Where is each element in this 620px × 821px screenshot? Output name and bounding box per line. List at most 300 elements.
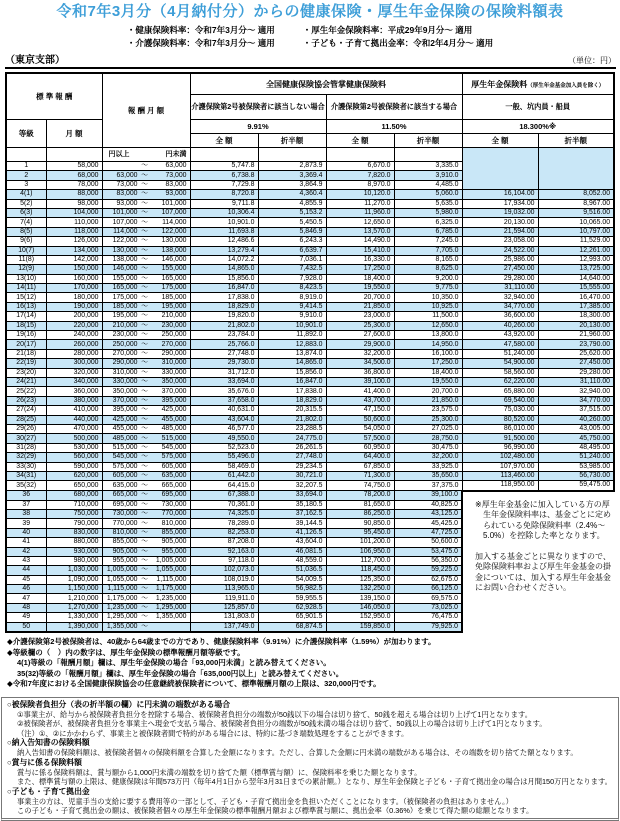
cell-monthly: 340,000 bbox=[46, 377, 102, 386]
cell-care-half: 14,950.0 bbox=[394, 340, 462, 349]
footnote-line: 4(1)等級の「報酬月額」欄は、厚生年金保険の場合「93,000円未満」と読み替えてください。 bbox=[17, 658, 331, 668]
cell-pension-full: 16,104.00 bbox=[462, 190, 538, 199]
table-row bbox=[6, 218, 614, 227]
cell-care-half: 50,600.0 bbox=[394, 538, 462, 547]
header-with-care-rate: 11.50% bbox=[326, 120, 462, 134]
cell-range: 635,000 ～ 665,000 bbox=[102, 481, 190, 491]
cell-health-full: 125,857.0 bbox=[190, 603, 258, 612]
cell-health-half: 24,775.0 bbox=[258, 434, 326, 443]
cell-monthly: 830,000 bbox=[46, 528, 102, 537]
cell-grade: 18(15) bbox=[6, 321, 46, 330]
cell-pension-half: 43,005.00 bbox=[538, 424, 614, 433]
cell-monthly: 470,000 bbox=[46, 424, 102, 433]
cell-care-half: 10,925.0 bbox=[394, 302, 462, 311]
cell-grade: 35(32) bbox=[6, 481, 46, 491]
cell-grade: 43 bbox=[6, 556, 46, 565]
cell-pension-full: 96,990.00 bbox=[462, 443, 538, 452]
cell-care-full: 159,850.0 bbox=[326, 622, 394, 632]
cell-care-half: 23,575.0 bbox=[394, 406, 462, 415]
cell-care-full: 16,330.0 bbox=[326, 255, 394, 264]
cell-grade: 23(20) bbox=[6, 368, 46, 377]
cell-health-half: 17,838.0 bbox=[258, 387, 326, 396]
cell-health-half: 39,144.5 bbox=[258, 519, 326, 528]
cell-care-full: 86,250.0 bbox=[326, 509, 394, 518]
cell-health-full: 25,766.0 bbox=[190, 340, 258, 349]
cell-care-full: 112,700.0 bbox=[326, 556, 394, 565]
cell-pension-half: 21,960.00 bbox=[538, 331, 614, 340]
cell-pension-full: 58,560.00 bbox=[462, 368, 538, 377]
section-line: また、標準賞与額の上限は、健康保険は年間573万円（毎年4月1日から翌年3月31日までの累計額。）となり、厚生年金保険と子ども・子育て拠出金の場合は月間150万円となります。 bbox=[17, 777, 612, 787]
cell-health-half: 41,126.5 bbox=[258, 528, 326, 537]
cell-care-half: 20,700.0 bbox=[394, 387, 462, 396]
cell-health-half: 59,955.5 bbox=[258, 594, 326, 603]
cell-health-half: 14,865.0 bbox=[258, 359, 326, 368]
cell-grade: 31(28) bbox=[6, 443, 46, 452]
cell-health-half: 33,694.0 bbox=[258, 491, 326, 500]
cell-grade: 24(21) bbox=[6, 377, 46, 386]
cell-health-half: 6,639.7 bbox=[258, 246, 326, 255]
cell-care-half: 33,925.0 bbox=[394, 462, 462, 471]
cell-pension-full: 102,480.00 bbox=[462, 453, 538, 462]
cell-health-half: 62,928.5 bbox=[258, 603, 326, 612]
cell-grade: 13(10) bbox=[6, 274, 46, 283]
cell-monthly: 1,150,000 bbox=[46, 585, 102, 594]
cell-care-half: 59,225.0 bbox=[394, 566, 462, 575]
cell-range: 695,000 ～ 730,000 bbox=[102, 500, 190, 509]
cell-monthly: 560,000 bbox=[46, 453, 102, 462]
cell-pension-half: 12,261.00 bbox=[538, 246, 614, 255]
cell-care-full: 13,570.0 bbox=[326, 227, 394, 236]
explanation-section bbox=[7, 758, 613, 787]
header-half-1: 折半額 bbox=[258, 134, 326, 148]
section-line: （注）①、②にかかわらず、事業主と被保険者間で特約がある場合には、特約に基づき端数処理をすることができます。 bbox=[17, 728, 409, 738]
cell-grade: 17(14) bbox=[6, 312, 46, 321]
cell-range: 83,000 ～ 93,000 bbox=[102, 190, 190, 199]
cell-care-half: 17,250.0 bbox=[394, 359, 462, 368]
cell-care-full: 132,250.0 bbox=[326, 585, 394, 594]
cell-grade: 48 bbox=[6, 603, 46, 612]
cell-monthly: 1,210,000 bbox=[46, 594, 102, 603]
cell-health-full: 67,388.0 bbox=[190, 491, 258, 500]
cell-care-half: 35,650.0 bbox=[394, 471, 462, 480]
cell-care-half: 19,550.0 bbox=[394, 377, 462, 386]
table-row bbox=[6, 481, 614, 491]
cell-pension-half: 34,770.00 bbox=[538, 396, 614, 405]
cell-monthly: 620,000 bbox=[46, 471, 102, 480]
cell-health-half: 43,604.0 bbox=[258, 538, 326, 547]
cell-pension-half: 29,280.00 bbox=[538, 368, 614, 377]
cell-monthly: 1,090,000 bbox=[46, 575, 102, 584]
cell-monthly: 220,000 bbox=[46, 321, 102, 330]
explanation-section bbox=[7, 738, 613, 758]
cell-range: 515,000 ～ 545,000 bbox=[102, 443, 190, 452]
cell-pension-full: 107,970.00 bbox=[462, 462, 538, 471]
cell-health-full: 97,118.0 bbox=[190, 556, 258, 565]
cell-grade: 9(6) bbox=[6, 237, 46, 246]
cell-health-full: 12,486.6 bbox=[190, 237, 258, 246]
cell-grade: 50 bbox=[6, 622, 46, 632]
cell-care-full: 118,450.0 bbox=[326, 566, 394, 575]
cell-grade: 22(19) bbox=[6, 359, 46, 368]
cell-pension-half: 11,529.00 bbox=[538, 237, 614, 246]
cell-grade: 44 bbox=[6, 566, 46, 575]
cell-care-half: 8,625.0 bbox=[394, 265, 462, 274]
cell-range: 122,000 ～ 130,000 bbox=[102, 237, 190, 246]
cell-grade: 6(3) bbox=[6, 208, 46, 217]
cell-monthly: 110,000 bbox=[46, 218, 102, 227]
table-row bbox=[6, 302, 614, 311]
table-row bbox=[6, 349, 614, 358]
cell-care-full: 41,400.0 bbox=[326, 387, 394, 396]
cell-monthly: 360,000 bbox=[46, 387, 102, 396]
cell-monthly: 440,000 bbox=[46, 415, 102, 424]
cell-pension-half: 45,750.00 bbox=[538, 434, 614, 443]
cell-monthly: 170,000 bbox=[46, 284, 102, 293]
cell-grade: 14(11) bbox=[6, 284, 46, 293]
cell-pension-full: 62,220.00 bbox=[462, 377, 538, 386]
cell-grade: 11(8) bbox=[6, 255, 46, 264]
cell-care-half: 79,925.0 bbox=[394, 622, 462, 632]
cell-pension-full: 36,600.00 bbox=[462, 312, 538, 321]
cell-care-half: 5,635.0 bbox=[394, 199, 462, 208]
cell-health-full: 40,631.0 bbox=[190, 406, 258, 415]
cell-monthly: 126,000 bbox=[46, 237, 102, 246]
cell-care-half: 7,245.0 bbox=[394, 237, 462, 246]
cell-care-half: 11,500.0 bbox=[394, 312, 462, 321]
cell-health-full: 19,820.0 bbox=[190, 312, 258, 321]
cell-care-half: 9,200.0 bbox=[394, 274, 462, 283]
cell-grade: 29(26) bbox=[6, 424, 46, 433]
cell-pension-half: 37,515.00 bbox=[538, 406, 614, 415]
cell-grade: 42 bbox=[6, 547, 46, 556]
cell-monthly: 1,270,000 bbox=[46, 603, 102, 612]
cell-health-full: 92,163.0 bbox=[190, 547, 258, 556]
cell-range: 1,235,000 ～ 1,295,000 bbox=[102, 603, 190, 612]
cell-care-half: 8,165.0 bbox=[394, 255, 462, 264]
page-title: 令和7年3月分（4月納付分）からの健康保険・厚生年金保険の保険料額表 bbox=[56, 3, 564, 20]
cell-range: 330,000 ～ 350,000 bbox=[102, 377, 190, 386]
cell-health-half: 3,864.9 bbox=[258, 180, 326, 189]
cell-monthly: 500,000 bbox=[46, 434, 102, 443]
cell-health-half: 8,919.0 bbox=[258, 293, 326, 302]
footnote-line: ◆介護保険第2号被保険者は、40歳から64歳までの方であり、健康保険料率（9.91%）に介護保険料率（1.59%）が加わります。 bbox=[7, 637, 436, 647]
cell-range: 665,000 ～ 695,000 bbox=[102, 491, 190, 500]
cell-range: 730,000 ～ 770,000 bbox=[102, 509, 190, 518]
cell-care-full: 125,350.0 bbox=[326, 575, 394, 584]
cell-range: 810,000 ～ 855,000 bbox=[102, 528, 190, 537]
cell-grade: 47 bbox=[6, 594, 46, 603]
cell-pension-full: 69,540.00 bbox=[462, 396, 538, 405]
cell-health-full: 70,361.0 bbox=[190, 500, 258, 509]
cell-care-half: 10,350.0 bbox=[394, 293, 462, 302]
cell-monthly: 142,000 bbox=[46, 255, 102, 264]
cell-care-full: 57,500.0 bbox=[326, 434, 394, 443]
cell-health-full: 108,019.0 bbox=[190, 575, 258, 584]
cell-health-half: 15,856.0 bbox=[258, 368, 326, 377]
cell-monthly: 790,000 bbox=[46, 519, 102, 528]
cell-range: 270,000 ～ 290,000 bbox=[102, 349, 190, 358]
cell-grade: 46 bbox=[6, 585, 46, 594]
cell-range: 1,055,000 ～ 1,115,000 bbox=[102, 575, 190, 584]
cell-pension-full: 51,240.00 bbox=[462, 349, 538, 358]
cell-pension-half: 9,516.00 bbox=[538, 208, 614, 217]
section-line: 納入告知書の保険料額は、被保険者個々の保険料額を合算した金額になります。ただし、合算した金額に円未満の端数がある場合は、その端数を切り捨てた額となります。 bbox=[17, 748, 578, 758]
cell-care-half: 25,300.0 bbox=[394, 415, 462, 424]
section-line: ①事業主が、給与から被保険者負担分を控除する場合、被保険者負担分の端数が50銭以下の場合は切り捨て、50銭を超える場合は切り上げて1円となります。 bbox=[17, 709, 532, 719]
cell-health-full bbox=[190, 148, 258, 162]
table-row bbox=[6, 368, 614, 377]
cell-health-half: 7,928.0 bbox=[258, 274, 326, 283]
cell-monthly: 240,000 bbox=[46, 331, 102, 340]
cell-health-full: 46,577.0 bbox=[190, 424, 258, 433]
cell-care-full: 17,250.0 bbox=[326, 265, 394, 274]
cell-care-full: 32,200.0 bbox=[326, 349, 394, 358]
cell-care-full: 50,600.0 bbox=[326, 415, 394, 424]
table-row bbox=[6, 274, 614, 283]
table-row bbox=[6, 396, 614, 405]
cell-range: 1,175,000 ～ 1,235,000 bbox=[102, 594, 190, 603]
cell-health-full: 11,693.8 bbox=[190, 227, 258, 236]
cell-care-half: 16,100.0 bbox=[394, 349, 462, 358]
cell-care-full: 90,850.0 bbox=[326, 519, 394, 528]
cell-pension-half: 10,797.00 bbox=[538, 227, 614, 236]
table-row bbox=[6, 208, 614, 217]
cell-monthly: 680,000 bbox=[46, 491, 102, 500]
cell-grade: 39 bbox=[6, 519, 46, 528]
cell-range: 63,000 ～ 73,000 bbox=[102, 171, 190, 180]
cell-health-half: 3,369.4 bbox=[258, 171, 326, 180]
cell-range: 93,000 ～ 101,000 bbox=[102, 199, 190, 208]
header-pension-rate: 18.300%※ bbox=[462, 120, 614, 134]
cell-monthly: 530,000 bbox=[46, 443, 102, 452]
cell-care-full: 20,700.0 bbox=[326, 293, 394, 302]
cell-range: 210,000 ～ 230,000 bbox=[102, 321, 190, 330]
cell-care-half: 45,425.0 bbox=[394, 519, 462, 528]
cell-care-full: 7,820.0 bbox=[326, 171, 394, 180]
cell-range: 1,355,000 ～ bbox=[102, 622, 190, 632]
table-row bbox=[6, 148, 614, 162]
cell-range: 455,000 ～ 485,000 bbox=[102, 424, 190, 433]
cell-range: 155,000 ～ 165,000 bbox=[102, 274, 190, 283]
section-line: この子ども・子育て拠出金の額は、被保険者個々の厚生年金保険の標準報酬月額および標準賞与額に、拠出金率（0.36%）を乗じて得た額の総額となります。 bbox=[17, 806, 534, 816]
table-row bbox=[6, 471, 614, 480]
cell-health-full: 23,784.0 bbox=[190, 331, 258, 340]
cell-pension-full: 54,900.00 bbox=[462, 359, 538, 368]
cell-health-half: 54,009.5 bbox=[258, 575, 326, 584]
cell-care-full: 6,670.0 bbox=[326, 162, 394, 171]
rate-note-care: ・介護保険料率：令和7年3月分～ 適用 bbox=[126, 38, 275, 48]
cell-pension-half: 25,620.00 bbox=[538, 349, 614, 358]
cell-monthly: 1,390,000 bbox=[46, 622, 102, 632]
table-row bbox=[6, 246, 614, 255]
cell-pension-full: 43,920.00 bbox=[462, 331, 538, 340]
cell-range: 485,000 ～ 515,000 bbox=[102, 434, 190, 443]
cell-pension-full: 32,940.00 bbox=[462, 293, 538, 302]
table-footnotes bbox=[7, 637, 620, 690]
table-row bbox=[6, 255, 614, 264]
cell-care-full: 8,970.0 bbox=[326, 180, 394, 189]
cell-monthly: 118,000 bbox=[46, 227, 102, 236]
cell-range: 1,005,000 ～ 1,055,000 bbox=[102, 566, 190, 575]
cell-health-half: 35,180.5 bbox=[258, 500, 326, 509]
rate-notes bbox=[0, 24, 620, 50]
branch-row bbox=[5, 51, 616, 69]
cell-health-full: 37,658.0 bbox=[190, 396, 258, 405]
cell-range: 114,000 ～ 122,000 bbox=[102, 227, 190, 236]
cell-grade: 40 bbox=[6, 528, 46, 537]
cell-pension-half: 53,985.00 bbox=[538, 462, 614, 471]
section-line: 賞与に係る保険料額は、賞与額から1,000円未満の端数を切り捨てた額（標準賞与額）に、保険料率を乗じた額となります。 bbox=[17, 767, 422, 777]
cell-pension-half: 40,260.00 bbox=[538, 415, 614, 424]
cell-care-full: 11,270.0 bbox=[326, 199, 394, 208]
cell-pension-full: 29,280.00 bbox=[462, 274, 538, 283]
cell-care-half: 3,910.0 bbox=[394, 171, 462, 180]
cell-monthly: 134,000 bbox=[46, 246, 102, 255]
cell-care-half: 28,750.0 bbox=[394, 434, 462, 443]
cell-grade: 16(13) bbox=[6, 302, 46, 311]
cell-pension-full: 113,460.00 bbox=[462, 471, 538, 480]
cell-grade: 25(22) bbox=[6, 387, 46, 396]
cell-care-full: 43,700.0 bbox=[326, 396, 394, 405]
cell-health-half: 7,432.5 bbox=[258, 265, 326, 274]
table-row bbox=[6, 190, 614, 199]
cell-pension-half: 59,475.00 bbox=[538, 481, 614, 491]
cell-care-half: 6,325.0 bbox=[394, 218, 462, 227]
cell-range: 350,000 ～ 370,000 bbox=[102, 387, 190, 396]
rate-note-kodomo: ・子ども・子育て拠出金率：令和2年4月分～ 適用 bbox=[302, 38, 494, 48]
cell-grade: 5(2) bbox=[6, 199, 46, 208]
cell-care-half: 7,705.0 bbox=[394, 246, 462, 255]
cell-health-half: 2,873.9 bbox=[258, 162, 326, 171]
cell-pension-half: 12,993.00 bbox=[538, 255, 614, 264]
cell-health-half: 18,829.0 bbox=[258, 396, 326, 405]
cell-care-half: 9,775.0 bbox=[394, 284, 462, 293]
footnote-line: ◆等級欄の（ ）内の数字は、厚生年金保険の標準報酬月額等級です。 bbox=[7, 647, 245, 657]
cell-health-half: 4,855.9 bbox=[258, 199, 326, 208]
cell-range: 円以上 円未満 bbox=[102, 148, 190, 162]
cell-range: 905,000 ～ 955,000 bbox=[102, 547, 190, 556]
cell-monthly: 590,000 bbox=[46, 462, 102, 471]
cell-care-full: 18,400.0 bbox=[326, 274, 394, 283]
cell-care-half: 27,025.0 bbox=[394, 424, 462, 433]
cell-health-full: 6,738.8 bbox=[190, 171, 258, 180]
cell-grade: 20(17) bbox=[6, 340, 46, 349]
cell-monthly: 180,000 bbox=[46, 293, 102, 302]
cell-health-full: 5,747.8 bbox=[190, 162, 258, 171]
cell-monthly: 300,000 bbox=[46, 359, 102, 368]
cell-care-full: 64,400.0 bbox=[326, 453, 394, 462]
cell-range: 130,000 ～ 138,000 bbox=[102, 246, 190, 255]
cell-health-half: 68,874.5 bbox=[258, 622, 326, 632]
cell-pension-half: 14,640.00 bbox=[538, 274, 614, 283]
cell-health-half: 48,559.0 bbox=[258, 556, 326, 565]
cell-pension-half: 15,555.00 bbox=[538, 284, 614, 293]
header-half-3: 折半額 bbox=[538, 134, 614, 148]
cell-care-half: 62,675.0 bbox=[394, 575, 462, 584]
cell-care-full: 67,850.0 bbox=[326, 462, 394, 471]
table-row bbox=[6, 491, 614, 500]
cell-health-full: 21,802.0 bbox=[190, 321, 258, 330]
cell-health-half: 20,315.5 bbox=[258, 406, 326, 415]
cell-care-half: 73,025.0 bbox=[394, 603, 462, 612]
cell-grade: 32(29) bbox=[6, 453, 46, 462]
cell-care-full: 101,200.0 bbox=[326, 538, 394, 547]
cell-health-half: 6,243.3 bbox=[258, 237, 326, 246]
cell-range: 605,000 ～ 635,000 bbox=[102, 471, 190, 480]
cell-grade: 21(18) bbox=[6, 349, 46, 358]
cell-care-full: 54,050.0 bbox=[326, 424, 394, 433]
cell-care-half: 56,350.0 bbox=[394, 556, 462, 565]
table-row bbox=[6, 377, 614, 386]
cell-health-full: 8,720.8 bbox=[190, 190, 258, 199]
cell-monthly: 930,000 bbox=[46, 547, 102, 556]
cell-health-half: 16,847.0 bbox=[258, 377, 326, 386]
cell-range: 855,000 ～ 905,000 bbox=[102, 538, 190, 547]
cell-monthly: 280,000 bbox=[46, 349, 102, 358]
cell-care-half: 32,200.0 bbox=[394, 453, 462, 462]
cell-health-full: 27,748.0 bbox=[190, 349, 258, 358]
cell-grade: 27(24) bbox=[6, 406, 46, 415]
cell-monthly bbox=[46, 148, 102, 162]
cell-care-full: 12,650.0 bbox=[326, 218, 394, 227]
cell-monthly: 710,000 bbox=[46, 500, 102, 509]
cell-range: 175,000 ～ 185,000 bbox=[102, 293, 190, 302]
header-pension-group: 厚生年金保険料（厚生年金基金加入員を除く） bbox=[462, 73, 614, 95]
header-full-3: 全 額 bbox=[462, 134, 538, 148]
header-with-care: 介護保険第2号被保険者に該当する場合 bbox=[326, 95, 462, 120]
cell-grade: 10(7) bbox=[6, 246, 46, 255]
rate-notes-col2 bbox=[303, 24, 493, 50]
cell-range: 250,000 ～ 270,000 bbox=[102, 340, 190, 349]
cell-health-full: 14,072.2 bbox=[190, 255, 258, 264]
cell-care-half: 13,800.0 bbox=[394, 331, 462, 340]
cell-range: 73,000 ～ 83,000 bbox=[102, 180, 190, 189]
cell-pension-full: 23,058.00 bbox=[462, 237, 538, 246]
cell-monthly: 150,000 bbox=[46, 265, 102, 274]
cell-health-full: 87,208.0 bbox=[190, 538, 258, 547]
cell-range: 195,000 ～ 210,000 bbox=[102, 312, 190, 321]
cell-health-half: 30,721.0 bbox=[258, 471, 326, 480]
table-body bbox=[6, 148, 614, 633]
cell-health-full: 113,965.0 bbox=[190, 585, 258, 594]
cell-pension-half: 17,385.00 bbox=[538, 302, 614, 311]
cell-health-full: 17,838.0 bbox=[190, 293, 258, 302]
cell-health-half: 5,153.2 bbox=[258, 208, 326, 217]
premium-table bbox=[5, 72, 615, 633]
cell-care-full: 78,200.0 bbox=[326, 491, 394, 500]
header-health-group: 全国健康保険協会管掌健康保険料 bbox=[190, 73, 462, 95]
cell-health-half: 9,910.0 bbox=[258, 312, 326, 321]
cell-grade: 1 bbox=[6, 162, 46, 171]
cell-pension-half: 27,450.00 bbox=[538, 359, 614, 368]
cell-pension-half: 23,790.00 bbox=[538, 340, 614, 349]
header-pension-type: 一般、坑内員・船員 bbox=[462, 95, 614, 120]
cell-range: ～ 63,000 bbox=[102, 162, 190, 171]
cell-grade: 28(25) bbox=[6, 415, 46, 424]
cell-pension-full: 20,130.00 bbox=[462, 218, 538, 227]
cell-pension-half: 56,730.00 bbox=[538, 471, 614, 480]
cell-monthly: 320,000 bbox=[46, 368, 102, 377]
cell-health-half: 21,802.0 bbox=[258, 415, 326, 424]
rate-note-pension: ・厚生年金保険料率：平成29年9月分～ 適用 bbox=[302, 25, 473, 35]
cell-care-full: 36,800.0 bbox=[326, 368, 394, 377]
cell-pension-full: 31,110.00 bbox=[462, 284, 538, 293]
table-row bbox=[6, 237, 614, 246]
unit-label: （単位：円） bbox=[568, 56, 616, 65]
cell-health-full: 49,550.0 bbox=[190, 434, 258, 443]
cell-monthly: 260,000 bbox=[46, 340, 102, 349]
cell-range: 1,115,000 ～ 1,175,000 bbox=[102, 585, 190, 594]
